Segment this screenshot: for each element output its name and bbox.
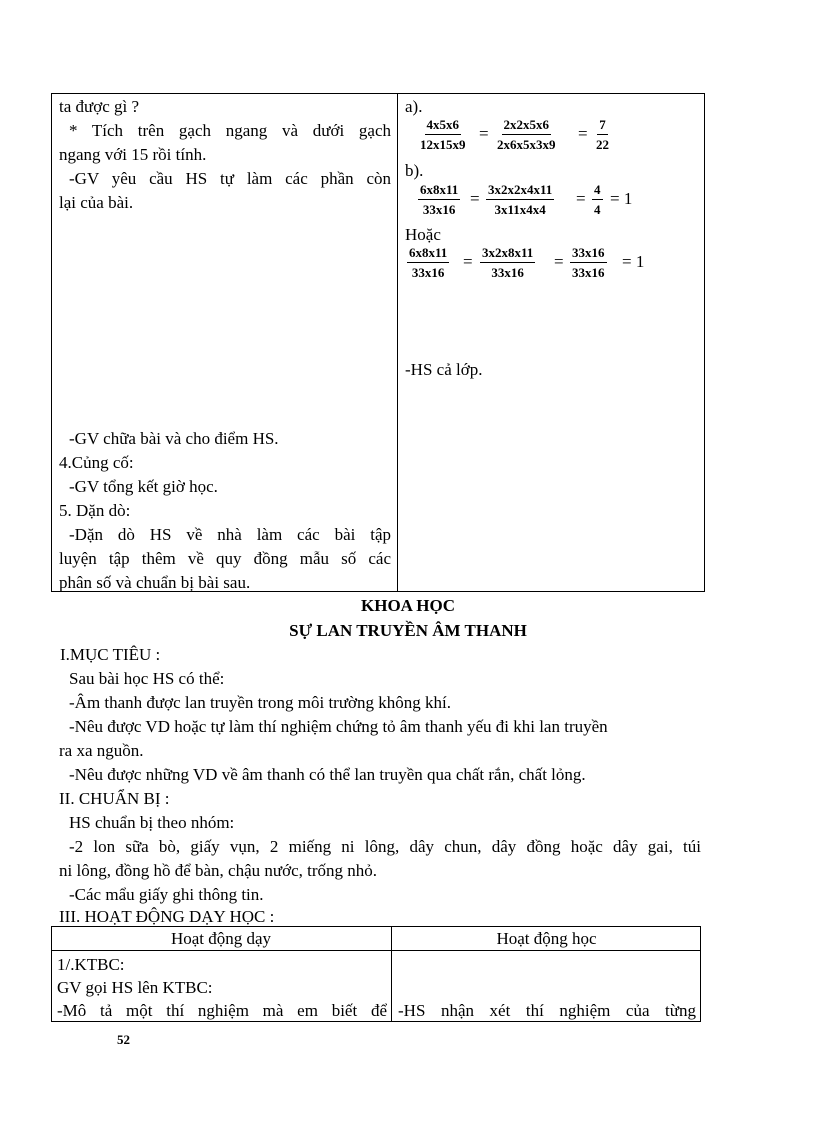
fraction-numerator: 3x2x8x11: [480, 245, 535, 263]
table-left-line: -GV chữa bài và cho điểm HS.: [69, 429, 279, 448]
label-a: a).: [405, 97, 423, 116]
fraction-denominator: 22: [596, 137, 609, 152]
column-header-learning: Hoạt động học: [496, 929, 597, 948]
fraction: [594, 117, 611, 152]
table-right-line: -HS nhận xét thí nghiệm của từng: [398, 1001, 696, 1020]
goals-heading: I.MỤC TIÊU :: [60, 645, 161, 664]
table-left-line: 5. Dặn dò:: [59, 501, 131, 520]
fraction-numerator: 4: [592, 182, 603, 200]
fraction-denominator: 2x6x5x3x9: [497, 137, 556, 152]
prep-heading: II. CHUẨN BỊ :: [59, 789, 170, 808]
table-left-line: * Tích trên gạch ngang và dưới gạch: [69, 121, 391, 140]
prep-item-continued: ni lông, đồng hồ để bàn, chậu nước, trống nhỏ.: [59, 861, 378, 880]
lesson-title: SỰ LAN TRUYỀN ÂM THANH: [289, 621, 527, 640]
table-left-line: -Mô tả một thí nghiệm mà em biết để: [57, 1001, 387, 1020]
fraction: [418, 182, 460, 217]
fraction-denominator: 33x16: [411, 265, 445, 280]
fraction-numerator: 7: [597, 117, 608, 135]
prep-item: -2 lon sữa bò, giấy vụn, 2 miếng ni lông, dây chun, dây đồng hoặc dây gai, túi: [69, 837, 701, 856]
equals-sign: =: [479, 124, 489, 143]
activities-heading: III. HOẠT ĐỘNG DẠY HỌC :: [59, 907, 275, 926]
fraction: [495, 117, 558, 152]
label-or: Hoặc: [405, 225, 441, 244]
equals-sign: =: [576, 189, 586, 208]
table-left-line: -GV tổng kết giờ học.: [69, 477, 218, 496]
fraction-denominator: 12x15x9: [420, 137, 466, 152]
fraction-numerator: 2x2x5x6: [502, 117, 552, 135]
fraction: [486, 182, 554, 217]
fraction: [570, 245, 607, 280]
equals-sign: =: [463, 252, 473, 271]
table-header-divider: [51, 950, 701, 951]
result-one: = 1: [622, 252, 645, 271]
fraction-denominator: 33x16: [491, 265, 524, 280]
table-left-line: lại của bài.: [59, 193, 134, 212]
fraction-numerator: 33x16: [570, 245, 607, 263]
whole-class-note: -HS cả lớp.: [405, 360, 483, 379]
fraction: [480, 245, 535, 280]
table-left-line: -Dặn dò HS về nhà làm các bài tập: [69, 525, 391, 544]
fraction: [418, 117, 468, 152]
equals-sign: =: [578, 124, 588, 143]
goals-intro: Sau bài học HS có thể:: [69, 669, 225, 688]
page-number: 52: [117, 1032, 130, 1047]
table-left-line: GV gọi HS lên KTBC:: [57, 978, 213, 997]
goal-item: -Nêu được những VD về âm thanh có thể lan truyền qua chất rắn, chất lỏng.: [69, 765, 586, 784]
column-header-teaching: Hoạt động dạy: [170, 929, 272, 948]
fraction: [407, 245, 449, 280]
goal-item: -Âm thanh được lan truyền trong môi trường không khí.: [69, 693, 452, 712]
table-left-line: 4.Củng cố:: [59, 453, 134, 472]
fraction-denominator: 33x16: [572, 265, 605, 280]
prep-item: -Các mẩu giấy ghi thông tin.: [69, 885, 264, 904]
goal-item-continued: ra xa nguồn.: [59, 741, 144, 760]
fraction: [592, 182, 603, 217]
equals-sign: =: [554, 252, 564, 271]
fraction-denominator: 3x11x4x4: [494, 202, 546, 217]
table-left-line: phân số và chuẩn bị bài sau.: [59, 573, 251, 592]
table-left-line: 1/.KTBC:: [57, 955, 125, 974]
fraction-numerator: 6x8x11: [407, 245, 449, 263]
table-left-line: ta được gì ?: [59, 97, 140, 116]
label-b: b).: [405, 161, 424, 180]
result-one: = 1: [610, 189, 633, 208]
table-left-line: -GV yêu cầu HS tự làm các phần còn: [69, 169, 391, 188]
fraction-numerator: 3x2x2x4x11: [486, 182, 554, 200]
goal-item: -Nêu được VD hoặc tự làm thí nghiệm chứng tỏ âm thanh yếu đi khi lan truyền: [69, 717, 608, 736]
subject-heading: KHOA HỌC: [361, 596, 455, 615]
equals-sign: =: [470, 189, 480, 208]
table-left-line: luyện tập thêm về quy đồng mẫu số các: [59, 549, 391, 568]
fraction-denominator: 4: [594, 202, 601, 217]
table-left-line: ngang với 15 rồi tính.: [59, 145, 207, 164]
table-column-divider: [397, 93, 398, 592]
prep-intro: HS chuẩn bị theo nhóm:: [69, 813, 235, 832]
fraction-denominator: 33x16: [422, 202, 456, 217]
fraction-numerator: 6x8x11: [418, 182, 460, 200]
fraction-numerator: 4x5x6: [425, 117, 462, 135]
